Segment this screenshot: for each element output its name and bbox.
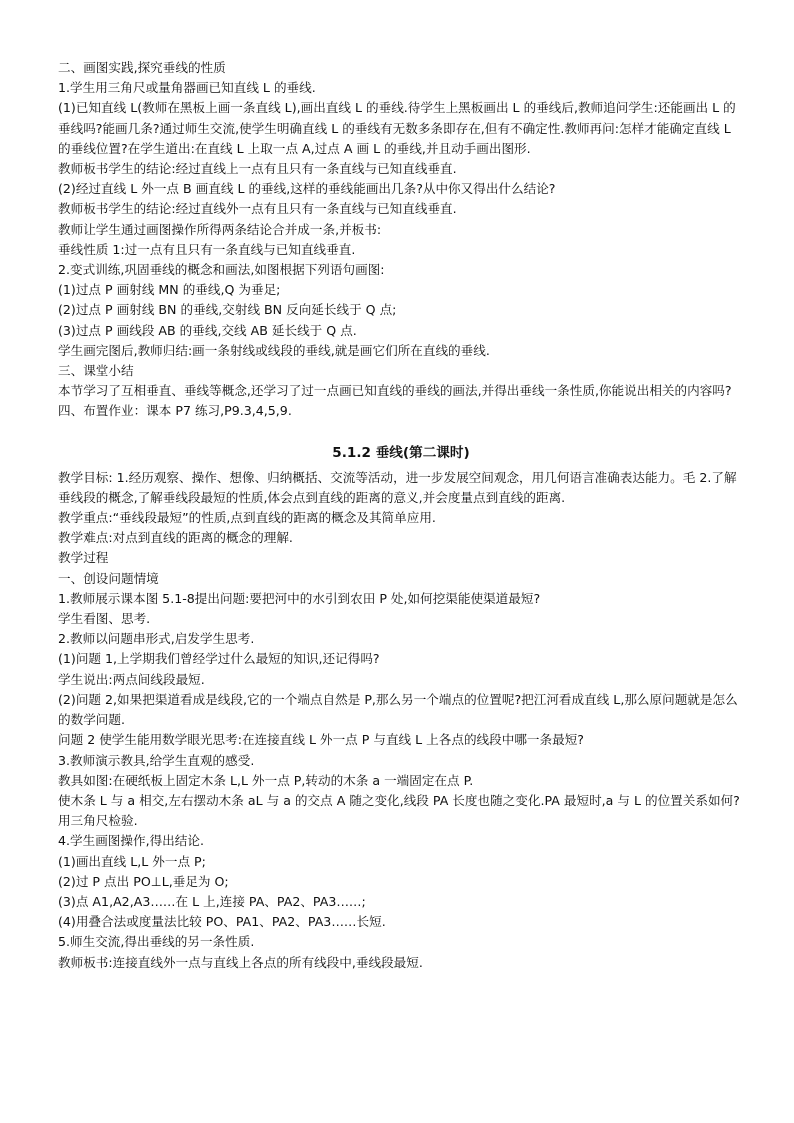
paragraph: 教师板书:连接直线外一点与直线上各点的所有线段中,垂线段最短. [58, 954, 423, 970]
paragraph: 问题 2 使学生能用数学眼光思考:在连接直线 L 外一点 P 与直线 L 上各点的线段中哪一条最短? [58, 732, 584, 748]
paragraph: (3)过点 P 画线段 AB 的垂线,交线 AB 延长线于 Q 点. [58, 322, 357, 338]
paragraph: (2)过点 P 画射线 BN 的垂线,交射线 BN 反向延长线于 Q 点; [58, 302, 397, 318]
paragraph: 教具如图:在硬纸板上固定木条 L,L 外一点 P,转动的木条 a 一端固定在点 P. [58, 772, 474, 788]
paragraph: (2)过 P 点出 PO⊥L,垂足为 O; [58, 873, 229, 889]
paragraph: (3)点 A1,A2,A3……在 L 上,连接 PA、PA2、PA3……; [58, 893, 366, 909]
paragraph: (4)用叠合法或度量法比较 PO、PA1、PA2、PA3……长短. [58, 914, 386, 930]
section-heading: 三、课堂小结 [58, 363, 134, 379]
paragraph: 教师板书学生的结论:经过直线外一点有且只有一条直线与已知直线垂直. [58, 201, 457, 217]
paragraph: 垂线性质 1:过一点有且只有一条直线与已知直线垂直. [58, 241, 356, 257]
section-perpendicular-practice [58, 58, 744, 422]
paragraph: 2.变式训练,巩固垂线的概念和画法,如图根据下列语句画图: [58, 262, 385, 278]
paragraph: (1)已知直线 L(教师在黑板上画一条直线 L),画出直线 L 的垂线.待学生上黑板画出 L 的垂线后,教师追问学生:还能画出 L 的垂线吗?能画几条?通过师生交流,使学生明确直线 L 的垂线有无数多条即存在,但有不确定性.教师再问:怎样才能确定直线 L 的垂线位置?在学生道出:在直线 L 上取一点 A,过点 A 画 L 的垂线,并且动手画出图形. [58, 100, 736, 156]
paragraph: 3.教师演示教具,给学生直观的感受. [58, 752, 255, 768]
section-heading: 教学过程 [58, 550, 109, 566]
paragraph: 四、布置作业：课本 P7 练习,P9.3,4,5,9. [58, 403, 292, 419]
paragraph: (1)画出直线 L,L 外一点 P; [58, 853, 206, 869]
paragraph: (1)过点 P 画射线 MN 的垂线,Q 为垂足; [58, 282, 281, 298]
section-second-lesson [58, 468, 744, 973]
paragraph: 1.学生用三角尺或量角器画已知直线 L 的垂线. [58, 80, 316, 96]
paragraph: 教师板书学生的结论:经过直线上一点有且只有一条直线与已知直线垂直. [58, 161, 457, 177]
lesson-title: 5.1.2 垂线(第二课时) [332, 444, 470, 461]
paragraph: 教师让学生通过画图操作所得两条结论合并成一条,并板书: [58, 221, 382, 237]
section-heading: 二、画图实践,探究垂线的性质 [58, 60, 226, 75]
paragraph: 学生画完图后,教师归结:画一条射线或线段的垂线,就是画它们所在直线的垂线. [58, 342, 490, 358]
section-heading: 一、创设问题情境 [58, 570, 159, 586]
paragraph: 教学难点:对点到直线的距离的概念的理解. [58, 530, 293, 546]
paragraph: 教学目标: 1.经历观察、操作、想像、归纳概括、交流等活动，进一步发展空间观念，用几何语言准确表达能力。毛 2.了解垂线段的概念,了解垂线段最短的性质,体会点到直线的距离的意义,并会度量点到直线的距离. [58, 469, 737, 505]
paragraph: 教学重点:“垂线段最短”的性质,点到直线的距离的概念及其简单应用. [58, 510, 436, 526]
paragraph: 2.教师以问题串形式,启发学生思考. [58, 631, 255, 647]
paragraph: 5.师生交流,得出垂线的另一条性质. [58, 934, 255, 950]
paragraph: 本节学习了互相垂直、垂线等概念,还学习了过一点画已知直线的垂线的画法,并得出垂线一条性质,你能说出相关的内容吗? [58, 383, 732, 399]
paragraph: (2)经过直线 L 外一点 B 画直线 L 的垂线,这样的垂线能画出几条?从中你又得出什么结论? [58, 181, 556, 197]
paragraph: 学生说出:两点间线段最短. [58, 671, 205, 687]
paragraph: 学生看图、思考. [58, 611, 151, 627]
paragraph: (2)问题 2,如果把渠道看成是线段,它的一个端点自然是 P,那么另一个端点的位置呢?把江河看成直线 L,那么原问题就是怎么的数学问题. [58, 691, 738, 728]
paragraph: 4.学生画图操作,得出结论. [58, 833, 204, 849]
paragraph: (1)问题 1,上学期我们曾经学过什么最短的知识,还记得吗? [58, 651, 380, 667]
paragraph: 1.教师展示课本图 5.1-8提出问题:要把河中的水引到农田 P 处,如何挖渠能使渠道最短? [58, 590, 541, 606]
paragraph: 使木条 L 与 a 相交,左右摆动木条 aL 与 a 的交点 A 随之变化,线段 PA 长度也随之变化.PA 最短时,a 与 L 的位置关系如何?用三角尺检验. [58, 792, 740, 829]
